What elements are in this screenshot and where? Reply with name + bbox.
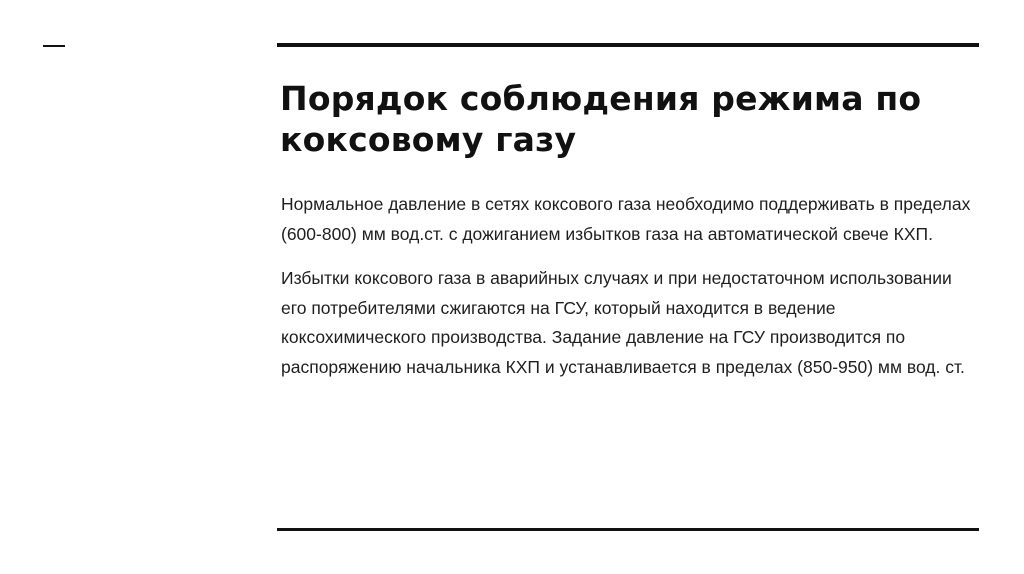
corner-dash-decoration (43, 45, 65, 47)
paragraph-normal-pressure: Нормальное давление в сетях коксового газа необходимо поддерживать в пределах (600-800) мм вод.ст. с дожиганием избытков газа на автоматической свече КХП. (281, 194, 971, 244)
bottom-divider (277, 528, 979, 531)
slide-body (281, 190, 971, 382)
slide-title: Порядок соблюдения режима по коксовому газу (280, 79, 922, 159)
top-divider (277, 43, 979, 47)
paragraph-excess-gas: Избытки коксового газа в аварийных случаях и при недостаточном использовании его потребителями сжигаются на ГСУ, который находится в ведение коксохимического производства. Задание давление на ГСУ производится по распоряжению начальника КХП и устанавливается в пределах (850-950) мм вод. ст. (281, 268, 965, 377)
